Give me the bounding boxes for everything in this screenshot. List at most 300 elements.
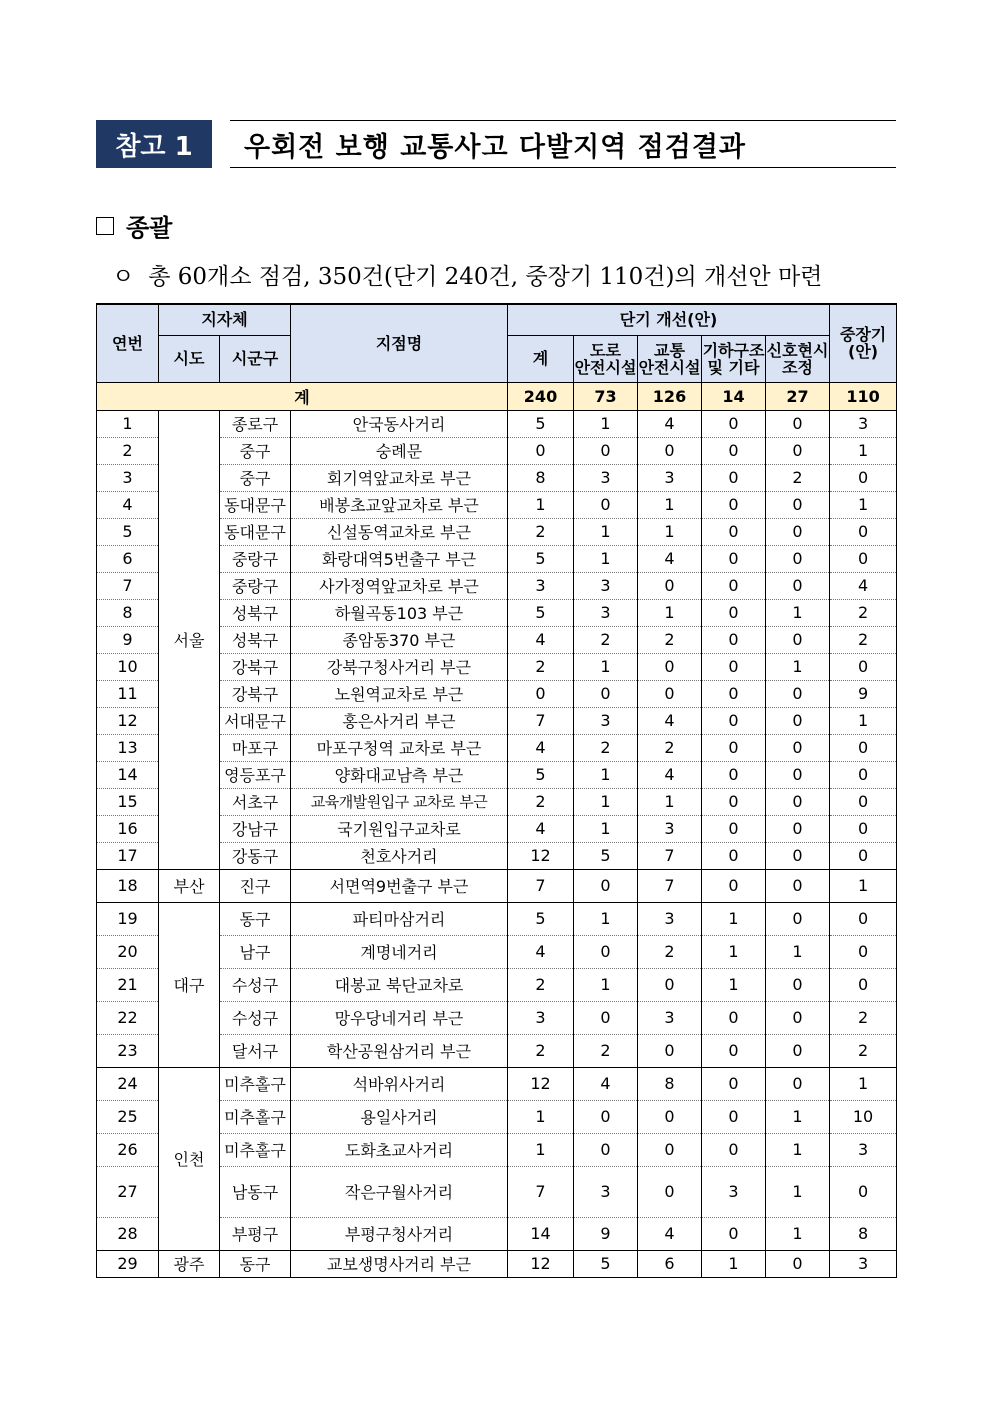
row-no: 9 xyxy=(97,626,159,653)
row-signal: 1 xyxy=(766,935,830,968)
row-no: 21 xyxy=(97,968,159,1001)
row-mid-long: 2 xyxy=(830,1001,897,1034)
row-sigungu: 수성구 xyxy=(220,968,291,1001)
row-traffic: 2 xyxy=(638,734,702,761)
row-signal: 0 xyxy=(766,902,830,935)
row-no: 14 xyxy=(97,761,159,788)
row-road: 2 xyxy=(574,734,638,761)
row-no: 26 xyxy=(97,1133,159,1166)
row-total: 5 xyxy=(508,761,574,788)
row-location: 교보생명사거리 부근 xyxy=(291,1250,508,1277)
row-location: 배봉초교앞교차로 부근 xyxy=(291,491,508,518)
row-geometry: 0 xyxy=(702,653,766,680)
row-road: 5 xyxy=(574,842,638,869)
row-traffic: 4 xyxy=(638,707,702,734)
row-geometry: 0 xyxy=(702,1034,766,1067)
row-sigungu: 강북구 xyxy=(220,653,291,680)
row-traffic: 0 xyxy=(638,1100,702,1133)
row-location: 안국동사거리 xyxy=(291,410,508,437)
row-road: 1 xyxy=(574,545,638,572)
row-geometry: 0 xyxy=(702,599,766,626)
row-traffic: 0 xyxy=(638,968,702,1001)
row-geometry: 0 xyxy=(702,626,766,653)
row-sigungu: 동구 xyxy=(220,902,291,935)
row-traffic: 4 xyxy=(638,410,702,437)
row-total: 7 xyxy=(508,707,574,734)
row-road: 1 xyxy=(574,410,638,437)
header-geometry-line1: 기하구조 xyxy=(702,340,765,360)
row-sido: 광주 xyxy=(159,1250,220,1277)
row-no: 4 xyxy=(97,491,159,518)
row-total: 5 xyxy=(508,545,574,572)
row-location: 종암동370 부근 xyxy=(291,626,508,653)
row-mid-long: 0 xyxy=(830,815,897,842)
row-traffic: 0 xyxy=(638,1166,702,1217)
row-geometry: 0 xyxy=(702,545,766,572)
row-total: 0 xyxy=(508,437,574,464)
total-road: 73 xyxy=(574,382,638,410)
row-total: 3 xyxy=(508,572,574,599)
row-road: 4 xyxy=(574,1067,638,1100)
row-traffic: 3 xyxy=(638,815,702,842)
row-location: 홍은사거리 부근 xyxy=(291,707,508,734)
row-mid-long: 0 xyxy=(830,464,897,491)
row-sigungu: 동대문구 xyxy=(220,518,291,545)
row-total: 12 xyxy=(508,1250,574,1277)
row-road: 3 xyxy=(574,599,638,626)
row-signal: 0 xyxy=(766,761,830,788)
inspection-results-table xyxy=(96,303,897,1278)
row-geometry: 3 xyxy=(702,1166,766,1217)
row-no: 6 xyxy=(97,545,159,572)
row-total: 0 xyxy=(508,680,574,707)
row-signal: 0 xyxy=(766,518,830,545)
row-geometry: 1 xyxy=(702,935,766,968)
row-location: 강북구청사거리 부근 xyxy=(291,653,508,680)
row-mid-long: 4 xyxy=(830,572,897,599)
row-no: 19 xyxy=(97,902,159,935)
row-signal: 0 xyxy=(766,1034,830,1067)
row-geometry: 0 xyxy=(702,815,766,842)
total-signal: 27 xyxy=(766,382,830,410)
total-geometry: 14 xyxy=(702,382,766,410)
row-sido: 인천 xyxy=(159,1067,220,1250)
header-road-line2: 안전시설 xyxy=(574,357,637,377)
row-geometry: 0 xyxy=(702,464,766,491)
row-signal: 0 xyxy=(766,968,830,1001)
row-sigungu: 마포구 xyxy=(220,734,291,761)
row-location: 마포구청역 교차로 부근 xyxy=(291,734,508,761)
section-heading xyxy=(96,208,172,243)
row-sigungu: 수성구 xyxy=(220,1001,291,1034)
row-geometry: 0 xyxy=(702,788,766,815)
row-sigungu: 미추홀구 xyxy=(220,1067,291,1100)
row-sigungu: 진구 xyxy=(220,869,291,902)
row-no: 15 xyxy=(97,788,159,815)
row-no: 24 xyxy=(97,1067,159,1100)
row-total: 2 xyxy=(508,968,574,1001)
row-road: 1 xyxy=(574,518,638,545)
row-no: 8 xyxy=(97,599,159,626)
row-mid-long: 3 xyxy=(830,1250,897,1277)
row-no: 20 xyxy=(97,935,159,968)
row-sigungu: 서초구 xyxy=(220,788,291,815)
row-location: 회기역앞교차로 부근 xyxy=(291,464,508,491)
row-total: 5 xyxy=(508,410,574,437)
row-total: 7 xyxy=(508,1166,574,1217)
row-signal: 0 xyxy=(766,1001,830,1034)
row-traffic: 4 xyxy=(638,761,702,788)
row-signal: 0 xyxy=(766,842,830,869)
row-signal: 0 xyxy=(766,545,830,572)
row-no: 16 xyxy=(97,815,159,842)
row-mid-long: 0 xyxy=(830,902,897,935)
row-signal: 0 xyxy=(766,869,830,902)
header-traffic-line1: 교통 xyxy=(654,340,685,360)
total-row xyxy=(97,382,897,410)
header-mid-long-line1: 중장기 xyxy=(839,325,887,345)
row-road: 0 xyxy=(574,1100,638,1133)
row-location: 천호사거리 xyxy=(291,842,508,869)
row-total: 4 xyxy=(508,935,574,968)
row-signal: 0 xyxy=(766,491,830,518)
row-total: 3 xyxy=(508,1001,574,1034)
row-signal: 0 xyxy=(766,437,830,464)
row-total: 1 xyxy=(508,1133,574,1166)
row-traffic: 0 xyxy=(638,680,702,707)
row-road: 3 xyxy=(574,1166,638,1217)
row-total: 4 xyxy=(508,734,574,761)
row-road: 0 xyxy=(574,491,638,518)
row-location: 서면역9번출구 부근 xyxy=(291,869,508,902)
row-road: 1 xyxy=(574,761,638,788)
row-sigungu: 동대문구 xyxy=(220,491,291,518)
row-mid-long: 0 xyxy=(830,842,897,869)
header-total: 계 xyxy=(508,335,574,382)
row-traffic: 0 xyxy=(638,1133,702,1166)
row-no: 1 xyxy=(97,410,159,437)
row-traffic: 0 xyxy=(638,572,702,599)
row-location: 대봉교 북단교차로 xyxy=(291,968,508,1001)
row-signal: 0 xyxy=(766,572,830,599)
row-traffic: 4 xyxy=(638,1217,702,1250)
row-sido: 서울 xyxy=(159,410,220,869)
row-traffic: 8 xyxy=(638,1067,702,1100)
checkbox-square-icon xyxy=(96,217,114,235)
row-mid-long: 0 xyxy=(830,653,897,680)
row-signal: 1 xyxy=(766,1100,830,1133)
row-total: 4 xyxy=(508,626,574,653)
row-geometry: 0 xyxy=(702,680,766,707)
row-total: 2 xyxy=(508,518,574,545)
row-signal: 0 xyxy=(766,680,830,707)
row-sigungu: 미추홀구 xyxy=(220,1133,291,1166)
row-road: 0 xyxy=(574,935,638,968)
row-location: 노원역교차로 부근 xyxy=(291,680,508,707)
row-no: 11 xyxy=(97,680,159,707)
row-total: 7 xyxy=(508,869,574,902)
row-traffic: 1 xyxy=(638,788,702,815)
row-no: 27 xyxy=(97,1166,159,1217)
row-signal: 0 xyxy=(766,707,830,734)
row-signal: 1 xyxy=(766,653,830,680)
header-signal xyxy=(766,335,830,382)
row-road: 1 xyxy=(574,653,638,680)
row-total: 2 xyxy=(508,1034,574,1067)
row-signal: 0 xyxy=(766,788,830,815)
header-mid-long-line2: (안) xyxy=(848,342,879,362)
total-traffic: 126 xyxy=(638,382,702,410)
row-sido: 부산 xyxy=(159,869,220,902)
row-geometry: 1 xyxy=(702,968,766,1001)
header-local-gov: 지자체 xyxy=(159,304,291,335)
row-sigungu: 중구 xyxy=(220,437,291,464)
row-geometry: 0 xyxy=(702,572,766,599)
row-no: 13 xyxy=(97,734,159,761)
row-geometry: 0 xyxy=(702,1100,766,1133)
row-traffic: 2 xyxy=(638,626,702,653)
row-total: 5 xyxy=(508,902,574,935)
row-mid-long: 2 xyxy=(830,1034,897,1067)
row-no: 17 xyxy=(97,842,159,869)
row-traffic: 0 xyxy=(638,437,702,464)
row-no: 28 xyxy=(97,1217,159,1250)
table-row xyxy=(97,1067,897,1100)
row-road: 3 xyxy=(574,464,638,491)
row-sigungu: 영등포구 xyxy=(220,761,291,788)
table-row xyxy=(97,869,897,902)
row-sigungu: 강북구 xyxy=(220,680,291,707)
table-row xyxy=(97,902,897,935)
header-sigungu: 시군구 xyxy=(220,335,291,382)
row-mid-long: 0 xyxy=(830,968,897,1001)
row-no: 18 xyxy=(97,869,159,902)
row-total: 1 xyxy=(508,1100,574,1133)
row-sido: 대구 xyxy=(159,902,220,1067)
row-traffic: 7 xyxy=(638,869,702,902)
table-row xyxy=(97,410,897,437)
row-location: 하월곡동103 부근 xyxy=(291,599,508,626)
summary-line xyxy=(112,258,822,291)
row-traffic: 1 xyxy=(638,518,702,545)
row-geometry: 0 xyxy=(702,761,766,788)
row-location: 교육개발원입구 교차로 부근 xyxy=(291,788,508,815)
row-mid-long: 0 xyxy=(830,761,897,788)
row-location: 파티마삼거리 xyxy=(291,902,508,935)
row-signal: 1 xyxy=(766,1133,830,1166)
row-traffic: 3 xyxy=(638,902,702,935)
row-geometry: 0 xyxy=(702,707,766,734)
row-no: 29 xyxy=(97,1250,159,1277)
row-road: 3 xyxy=(574,707,638,734)
row-traffic: 6 xyxy=(638,1250,702,1277)
row-sigungu: 중랑구 xyxy=(220,572,291,599)
row-road: 0 xyxy=(574,680,638,707)
row-road: 2 xyxy=(574,626,638,653)
row-geometry: 0 xyxy=(702,1133,766,1166)
row-signal: 2 xyxy=(766,464,830,491)
row-no: 25 xyxy=(97,1100,159,1133)
row-signal: 1 xyxy=(766,1217,830,1250)
row-traffic: 0 xyxy=(638,653,702,680)
row-sigungu: 성북구 xyxy=(220,626,291,653)
total-sum: 240 xyxy=(508,382,574,410)
row-road: 0 xyxy=(574,437,638,464)
row-location: 화랑대역5번출구 부근 xyxy=(291,545,508,572)
row-traffic: 3 xyxy=(638,464,702,491)
section-title: 종괄 xyxy=(126,214,173,242)
row-geometry: 1 xyxy=(702,1250,766,1277)
row-mid-long: 1 xyxy=(830,491,897,518)
row-sigungu: 남구 xyxy=(220,935,291,968)
row-mid-long: 0 xyxy=(830,518,897,545)
row-total: 14 xyxy=(508,1217,574,1250)
summary-text: 총 60개소 점검, 350건(단기 240건, 중장기 110건)의 개선안 마련 xyxy=(148,264,823,290)
row-signal: 1 xyxy=(766,1166,830,1217)
row-sigungu: 부평구 xyxy=(220,1217,291,1250)
row-no: 10 xyxy=(97,653,159,680)
row-geometry: 0 xyxy=(702,1217,766,1250)
row-sigungu: 달서구 xyxy=(220,1034,291,1067)
row-total: 12 xyxy=(508,1067,574,1100)
row-sigungu: 강남구 xyxy=(220,815,291,842)
row-road: 0 xyxy=(574,1133,638,1166)
row-signal: 0 xyxy=(766,815,830,842)
bullet-icon: ㅇ xyxy=(112,264,135,290)
row-location: 작은구월사거리 xyxy=(291,1166,508,1217)
row-road: 1 xyxy=(574,968,638,1001)
row-sigungu: 동구 xyxy=(220,1250,291,1277)
row-sigungu: 종로구 xyxy=(220,410,291,437)
row-no: 7 xyxy=(97,572,159,599)
row-sigungu: 서대문구 xyxy=(220,707,291,734)
row-total: 5 xyxy=(508,599,574,626)
row-geometry: 0 xyxy=(702,410,766,437)
row-mid-long: 2 xyxy=(830,626,897,653)
row-road: 0 xyxy=(574,869,638,902)
header-sido: 시도 xyxy=(159,335,220,382)
header-traffic-safety xyxy=(638,335,702,382)
row-geometry: 0 xyxy=(702,842,766,869)
row-total: 12 xyxy=(508,842,574,869)
row-sigungu: 미추홀구 xyxy=(220,1100,291,1133)
row-geometry: 0 xyxy=(702,518,766,545)
header-road-line1: 도로 xyxy=(590,340,621,360)
header-road-safety xyxy=(574,335,638,382)
row-mid-long: 0 xyxy=(830,935,897,968)
row-geometry: 0 xyxy=(702,1067,766,1100)
row-traffic: 3 xyxy=(638,1001,702,1034)
row-geometry: 0 xyxy=(702,437,766,464)
row-signal: 0 xyxy=(766,1067,830,1100)
row-mid-long: 3 xyxy=(830,1133,897,1166)
row-geometry: 1 xyxy=(702,902,766,935)
row-total: 8 xyxy=(508,464,574,491)
row-mid-long: 0 xyxy=(830,1166,897,1217)
row-mid-long: 1 xyxy=(830,707,897,734)
row-location: 부평구청사거리 xyxy=(291,1217,508,1250)
row-sigungu: 남동구 xyxy=(220,1166,291,1217)
header-geometry-line2: 및 기타 xyxy=(707,357,760,377)
row-no: 3 xyxy=(97,464,159,491)
row-signal: 0 xyxy=(766,410,830,437)
row-road: 1 xyxy=(574,788,638,815)
row-location: 신설동역교차로 부근 xyxy=(291,518,508,545)
row-mid-long: 0 xyxy=(830,734,897,761)
row-geometry: 0 xyxy=(702,734,766,761)
header-mid-long xyxy=(830,304,897,382)
row-total: 2 xyxy=(508,788,574,815)
row-no: 23 xyxy=(97,1034,159,1067)
row-no: 5 xyxy=(97,518,159,545)
row-location: 망우당네거리 부근 xyxy=(291,1001,508,1034)
row-signal: 0 xyxy=(766,734,830,761)
row-geometry: 0 xyxy=(702,491,766,518)
page-title: 우회전 보행 교통사고 다발지역 점검결과 xyxy=(230,120,896,168)
row-traffic: 1 xyxy=(638,599,702,626)
row-location: 양화대교남측 부근 xyxy=(291,761,508,788)
row-mid-long: 10 xyxy=(830,1100,897,1133)
row-sigungu: 강동구 xyxy=(220,842,291,869)
row-traffic: 1 xyxy=(638,491,702,518)
row-total: 4 xyxy=(508,815,574,842)
row-no: 12 xyxy=(97,707,159,734)
row-road: 3 xyxy=(574,572,638,599)
row-road: 1 xyxy=(574,815,638,842)
row-traffic: 7 xyxy=(638,842,702,869)
header-signal-line1: 신호현시 xyxy=(766,340,829,360)
row-traffic: 4 xyxy=(638,545,702,572)
row-mid-long: 0 xyxy=(830,545,897,572)
row-location: 석바위사거리 xyxy=(291,1067,508,1100)
row-location: 계명네거리 xyxy=(291,935,508,968)
row-traffic: 0 xyxy=(638,1034,702,1067)
row-signal: 0 xyxy=(766,626,830,653)
row-mid-long: 1 xyxy=(830,869,897,902)
header-traffic-line2: 안전시설 xyxy=(638,357,701,377)
row-signal: 1 xyxy=(766,599,830,626)
header-short-term: 단기 개선(안) xyxy=(508,304,830,335)
header-geometry xyxy=(702,335,766,382)
row-location: 도화초교사거리 xyxy=(291,1133,508,1166)
row-mid-long: 0 xyxy=(830,788,897,815)
row-road: 2 xyxy=(574,1034,638,1067)
row-location: 용일사거리 xyxy=(291,1100,508,1133)
table-row xyxy=(97,1250,897,1277)
header-location: 지점명 xyxy=(291,304,508,382)
row-mid-long: 1 xyxy=(830,437,897,464)
header-signal-line2: 조정 xyxy=(782,357,813,377)
row-sigungu: 중랑구 xyxy=(220,545,291,572)
row-mid-long: 9 xyxy=(830,680,897,707)
row-location: 학산공원삼거리 부근 xyxy=(291,1034,508,1067)
row-mid-long: 8 xyxy=(830,1217,897,1250)
row-mid-long: 1 xyxy=(830,1067,897,1100)
row-road: 9 xyxy=(574,1217,638,1250)
row-location: 사가정역앞교차로 부근 xyxy=(291,572,508,599)
header-no: 연번 xyxy=(97,304,159,382)
row-sigungu: 중구 xyxy=(220,464,291,491)
reference-badge: 참고 1 xyxy=(96,120,212,168)
row-location: 숭례문 xyxy=(291,437,508,464)
total-label: 계 xyxy=(97,382,508,410)
row-geometry: 0 xyxy=(702,1001,766,1034)
row-total: 2 xyxy=(508,653,574,680)
row-mid-long: 2 xyxy=(830,599,897,626)
row-traffic: 2 xyxy=(638,935,702,968)
row-road: 1 xyxy=(574,902,638,935)
row-mid-long: 3 xyxy=(830,410,897,437)
